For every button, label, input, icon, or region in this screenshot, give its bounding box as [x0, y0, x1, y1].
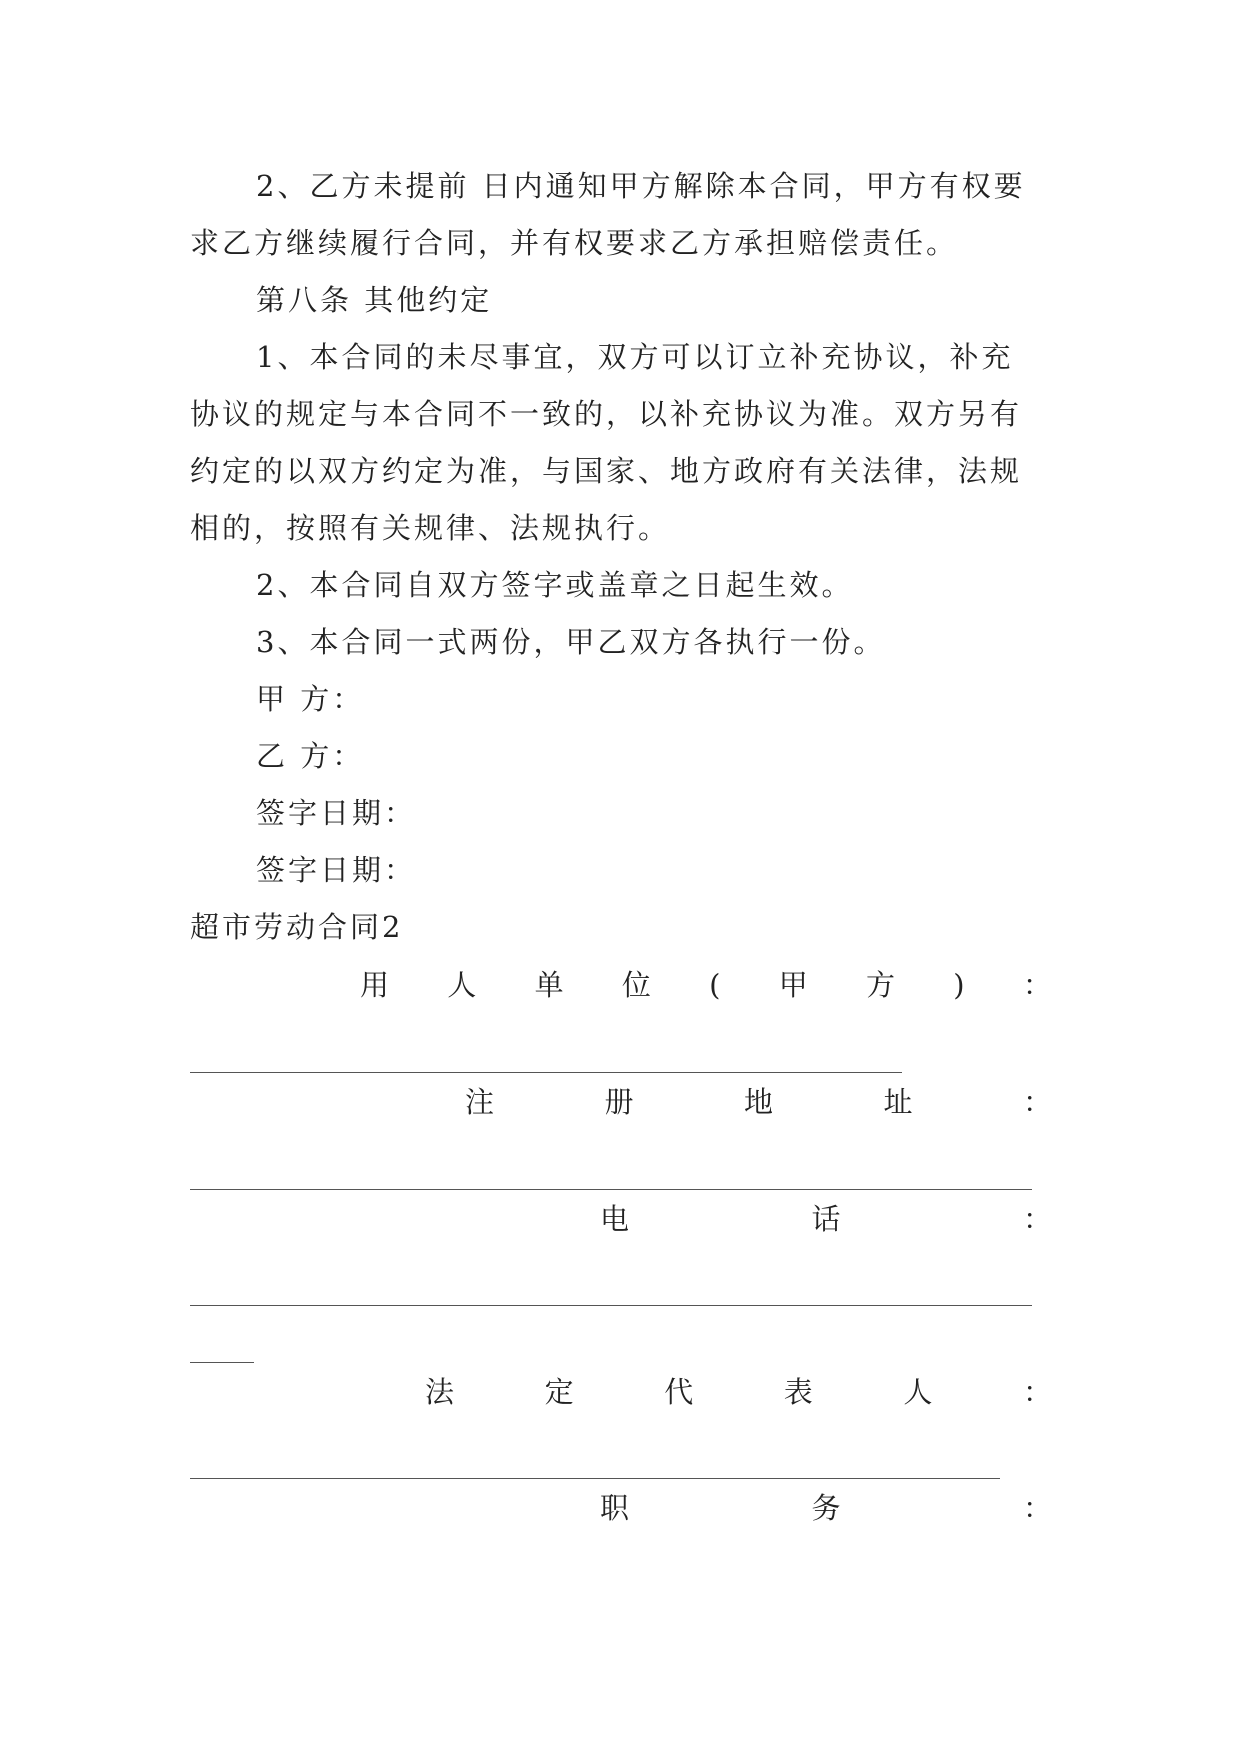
legal-rep-char: 人	[903, 1375, 933, 1409]
address-char: 地	[743, 1085, 773, 1119]
party-a-label: 甲 方：	[256, 682, 365, 716]
clause-8-3: 3、本合同一式两份，甲乙双方各执行一份。	[256, 625, 886, 659]
position-char: ：	[1022, 1491, 1052, 1525]
employer-char: 方	[866, 968, 896, 1002]
clause-7-2-line-2: 求乙方继续履行合同，并有权要求乙方承担赔偿责任。	[190, 226, 959, 260]
article-8-heading: 第八条 其他约定	[256, 283, 493, 317]
employer-char: (	[709, 968, 721, 1002]
address-char: 址	[883, 1085, 913, 1119]
employer-char: 位	[621, 968, 651, 1002]
legal-rep-char: 表	[783, 1375, 813, 1409]
employer-blank-line	[190, 1072, 902, 1073]
address-field-label	[465, 1082, 1052, 1122]
legal-rep-char: 代	[664, 1375, 694, 1409]
employer-char: 甲	[778, 968, 808, 1002]
legal-rep-char: 法	[425, 1375, 455, 1409]
address-char: 注	[465, 1085, 495, 1119]
employer-char: 单	[534, 968, 564, 1002]
clause-8-1-line-3: 约定的以双方约定为准，与国家、地方政府有关法律，法规	[190, 454, 1023, 488]
address-blank-line	[190, 1189, 1032, 1190]
phone-char: 话	[811, 1202, 841, 1236]
address-char: 册	[604, 1085, 634, 1119]
position-field-label	[600, 1488, 1052, 1528]
address-char: ：	[1022, 1085, 1052, 1119]
position-char: 务	[811, 1491, 841, 1525]
clause-8-2: 2、本合同自双方签字或盖章之日起生效。	[256, 568, 854, 602]
employer-char: 人	[447, 968, 477, 1002]
sign-date-label-1: 签字日期：	[256, 796, 417, 830]
legal-rep-blank-line	[190, 1478, 1000, 1479]
clause-8-1-line-4: 相的，按照有关规律、法规执行。	[190, 511, 671, 545]
contract-2-title: 超市劳动合同2	[190, 910, 404, 944]
phone-blank-line-continued	[190, 1362, 254, 1363]
employer-char: ：	[1022, 968, 1052, 1002]
employer-field-label	[360, 965, 1052, 1005]
legal-rep-char: ：	[1022, 1375, 1052, 1409]
clause-7-2-line-1: 2、乙方未提前 日内通知甲方解除本合同，甲方有权要	[256, 169, 1026, 203]
phone-char: ：	[1022, 1202, 1052, 1236]
clause-8-1-line-1: 1、本合同的未尽事宜，双方可以订立补充协议，补充	[256, 340, 1014, 374]
employer-char: 用	[360, 968, 390, 1002]
party-b-label: 乙 方：	[256, 739, 365, 773]
clause-8-1-line-2: 协议的规定与本合同不一致的，以补充协议为准。双方另有	[190, 397, 1023, 431]
position-char: 职	[600, 1491, 630, 1525]
employer-char: )	[953, 968, 965, 1002]
sign-date-label-2: 签字日期：	[256, 853, 417, 887]
legal-rep-char: 定	[544, 1375, 574, 1409]
phone-field-label	[600, 1199, 1052, 1239]
legal-rep-field-label	[425, 1372, 1052, 1412]
phone-char: 电	[600, 1202, 630, 1236]
phone-blank-line	[190, 1305, 1032, 1306]
